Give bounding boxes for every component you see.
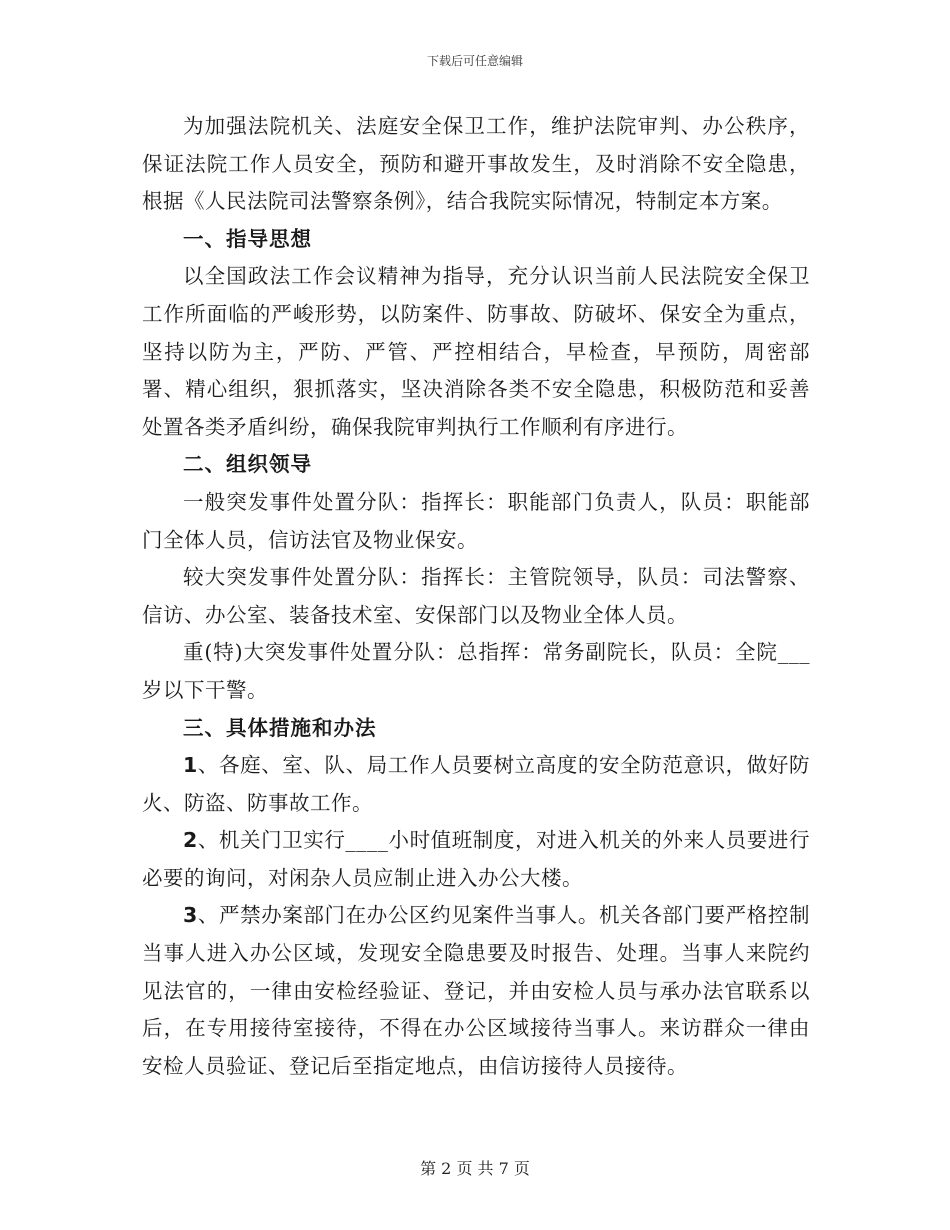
page-header-note: 下载后可任意编辑 <box>426 54 523 68</box>
measure-number: 2 <box>183 828 198 853</box>
measure-item-1 <box>142 747 810 822</box>
section1-paragraph: 以全国政法工作会议精神为指导，充分认识当前人民法院安全保卫工作所面临的严峻形势，以防案件、防事故、防破坏、保安全为重点，坚持以防为主，严防、严管、严控相结合，早检查，早预防，周密部署、精心组织，狠抓落实，坚决消除各类不安全隐患，积极防范和妥善处置各类矛盾纠纷，确保我院审判执行工作顺利有序进行。 <box>142 264 810 439</box>
measure-item-3 <box>142 897 810 1085</box>
measure-number: 3 <box>183 903 198 928</box>
section2-paragraph-severe: 重(特)大突发事件处置分队：总指挥：常务副院长，队员：全院___岁以下干警。 <box>142 640 810 702</box>
section-heading-measures: 三、具体措施和办法 <box>183 715 377 740</box>
section2-paragraph-general: 一般突发事件处置分队：指挥长：职能部门负责人，队员：职能部门全体人员，信访法官及物业保安。 <box>142 489 810 552</box>
measure-item-2 <box>142 822 810 897</box>
section-heading-guiding-ideology: 一、指导思想 <box>183 226 312 251</box>
intro-paragraph: 为加强法院机关、法庭安全保卫工作，维护法院审判、办公秩序，保证法院工作人员安全，预防和避开事故发生，及时消除不安全隐患，根据《人民法院司法警察条例》，结合我院实际情况，特制定本方案。 <box>142 114 810 214</box>
page-number-footer: 第 2 页 共 7 页 <box>420 1159 530 1178</box>
measure-text: 、严禁办案部门在办公区约见案件当事人。机关各部门要严格控制当事人进入办公区域，发现安全隐患要及时报告、处理。当事人来院约见法官的，一律由安检经验证、登记，并由安检人员与承办法官联系以后，在专用接待室接待，不得在办公区域接待当事人。来访群众一律由安检人员验证、登记后至指定地点，由信访接待人员接待。 <box>142 903 810 1078</box>
section2-paragraph-major: 较大突发事件处置分队：指挥长：主管院领导，队员：司法警察、信访、办公室、装备技术室、安保部门以及物业全体人员。 <box>142 565 810 627</box>
measure-text: 、机关门卫实行____小时值班制度，对进入机关的外来人员要进行必要的询问，对闲杂人员应制止进入办公大楼。 <box>142 828 810 890</box>
section-heading-organization: 二、组织领导 <box>183 452 312 477</box>
measure-text: 、各庭、室、队、局工作人员要树立高度的安全防范意识，做好防火、防盗、防事故工作。 <box>142 753 810 815</box>
measure-number: 1 <box>183 753 198 778</box>
document-body <box>142 108 810 1085</box>
